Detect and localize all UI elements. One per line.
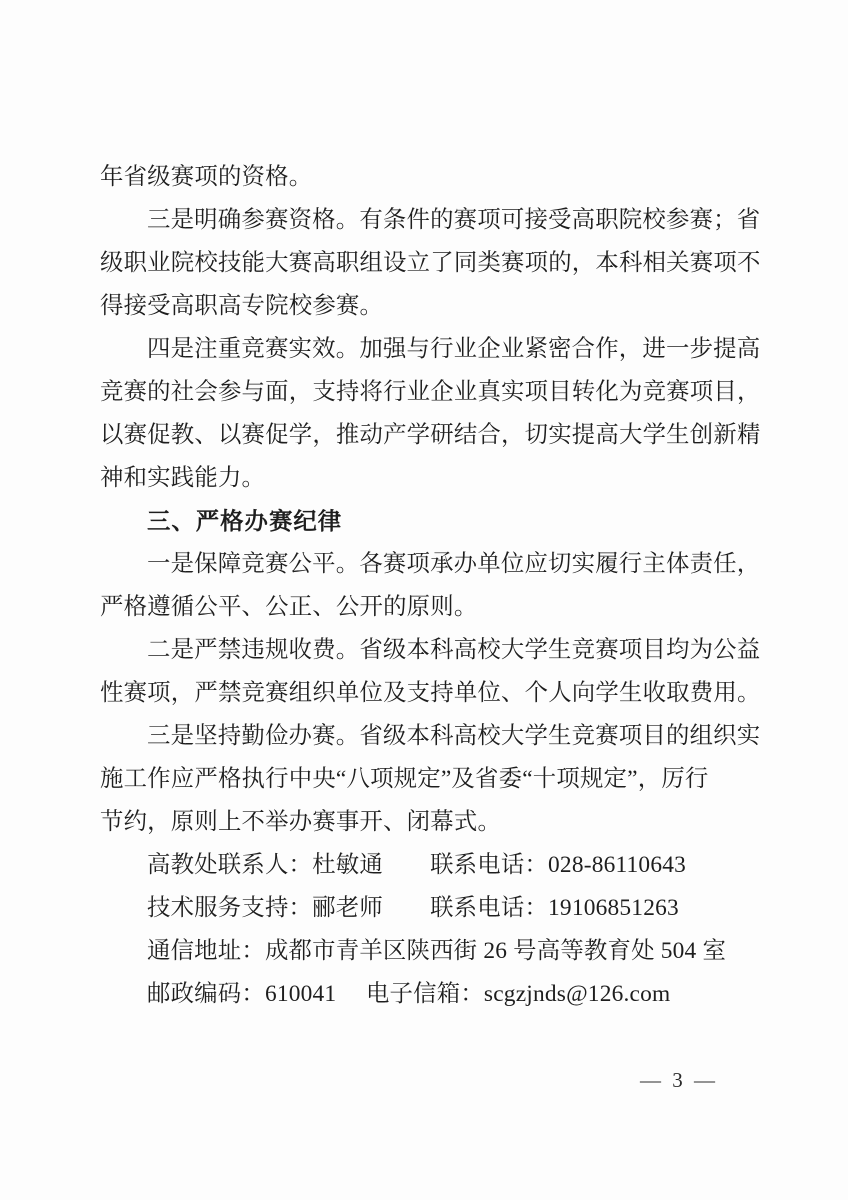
text-line: 以赛促教、以赛促学，推动产学研结合，切实提高大学生创新精 — [100, 422, 761, 448]
text-line: 邮政编码：610041 电子信箱：scgzjnds@126.com — [147, 981, 671, 1007]
text-line: 技术服务支持：郦老师 联系电话：19106851263 — [147, 895, 679, 921]
document-body — [100, 156, 760, 1016]
page-number: — 3 — — [640, 1068, 718, 1092]
text-line: 严格遵循公平、公正、公开的原则。 — [100, 594, 478, 620]
text-line: 年省级赛项的资格。 — [100, 164, 313, 190]
text-line: 神和实践能力。 — [100, 465, 266, 491]
text-line: 三是坚持勤俭办赛。省级本科高校大学生竞赛项目的组织实 — [147, 723, 761, 749]
text-line: 三是明确参赛资格。有条件的赛项可接受高职院校参赛；省 — [147, 207, 761, 233]
text-line: 通信地址：成都市青羊区陕西街 26 号高等教育处 504 室 — [147, 938, 727, 964]
text-line: 一是保障竞赛公平。各赛项承办单位应切实履行主体责任， — [147, 551, 761, 577]
text-line: 性赛项，严禁竞赛组织单位及支持单位、个人向学生收取费用。 — [100, 680, 761, 706]
text-line: 节约，原则上不举办赛事开、闭幕式。 — [100, 809, 502, 835]
text-line: 得接受高职高专院校参赛。 — [100, 293, 384, 319]
text-line: 级职业院校技能大赛高职组设立了同类赛项的，本科相关赛项不 — [100, 250, 761, 276]
section-heading: 三、严格办赛纪律 — [147, 508, 343, 534]
text-line: 施工作应严格执行中央“八项规定”及省委“十项规定”，厉行 — [100, 766, 709, 792]
text-line: 二是严禁违规收费。省级本科高校大学生竞赛项目均为公益 — [147, 637, 761, 663]
text-line: 竞赛的社会参与面，支持将行业企业真实项目转化为竞赛项目， — [100, 379, 761, 405]
text-line: 高教处联系人：杜敏通 联系电话：028-86110643 — [147, 852, 687, 878]
text-line: 四是注重竞赛实效。加强与行业企业紧密合作，进一步提高 — [147, 336, 761, 362]
